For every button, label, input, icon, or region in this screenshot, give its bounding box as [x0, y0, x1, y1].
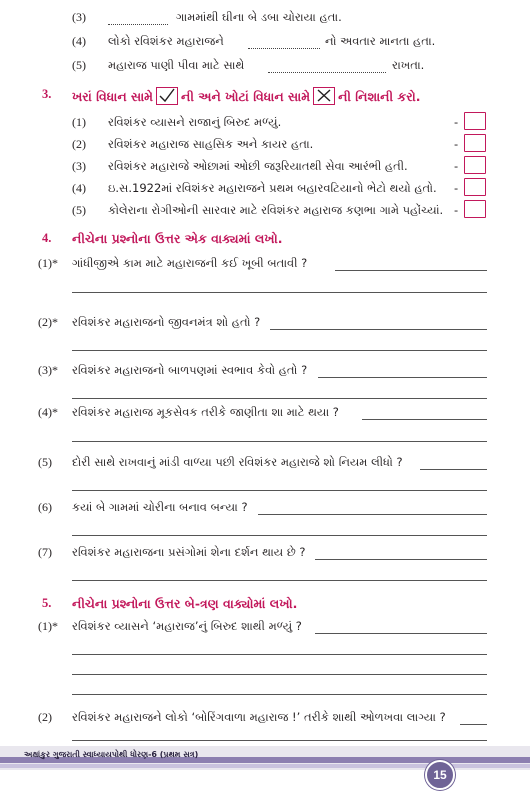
section-number: 5.	[42, 596, 52, 610]
question-text: દોરી સાથે રાખવાનું માંડી વાળ્યા પછી રવિશંકર મહારાજે શો નિયમ લીધો ?	[72, 455, 403, 469]
item-text: રવિશંકર મહારાજ સાહસિક અને કાયર હતા.	[108, 137, 314, 151]
answer-line[interactable]	[72, 490, 487, 491]
answer-line[interactable]	[420, 469, 487, 470]
item-text: ગામમાંથી ઘીના બે ડબા ચોરાયા હતા.	[176, 10, 342, 24]
item-number: (2)*	[38, 315, 58, 329]
answer-line[interactable]	[72, 350, 487, 351]
item-number: (5)	[38, 455, 52, 469]
question-text: રવિશંકર મહારાજનો જીવનમંત્ર શો હતો ?	[72, 315, 261, 329]
answer-line[interactable]	[72, 740, 487, 741]
item-text-before: લોકો રવિશંકર મહારાજને	[108, 34, 224, 48]
item-number: (7)	[38, 545, 52, 559]
cross-mark-icon	[313, 87, 335, 105]
item-text-after: નો અવતાર માનતા હતા.	[325, 34, 436, 48]
item-text: રવિશંકર વ્યાસને રાજાનું બિરુદ મળ્યું.	[108, 115, 282, 129]
answer-line[interactable]	[72, 535, 487, 536]
answer-line[interactable]	[72, 580, 487, 581]
title-part-3: ની નિશાની કરો.	[338, 89, 421, 104]
section-number: 3.	[42, 87, 52, 101]
answer-line[interactable]	[258, 514, 487, 515]
page-number: 15	[425, 760, 455, 790]
question-text: ગાંધીજીએ કામ માટે મહારાજની કઈ ખૂબી બતાવી ?	[72, 256, 308, 270]
answer-line[interactable]	[335, 270, 487, 271]
answer-line[interactable]	[270, 329, 487, 330]
dash: -	[454, 203, 459, 217]
item-text-after: રાખતા.	[392, 58, 425, 72]
answer-checkbox[interactable]	[464, 200, 486, 218]
question-text: રવિશંકર મહારાજના પ્રસંગોમાં શેના દર્શન થાય છે ?	[72, 545, 306, 559]
answer-line[interactable]	[460, 724, 487, 725]
dash: -	[454, 137, 459, 151]
question-text: રવિશંકર મહારાજ મૂકસેવક તરીકે જાણીતા શા માટે થયા ?	[72, 405, 339, 419]
answer-line[interactable]	[72, 441, 487, 442]
item-number: (1)*	[38, 619, 58, 633]
question-text: કયાં બે ગામમાં ચોરીના બનાવ બન્યા ?	[72, 500, 248, 514]
answer-checkbox[interactable]	[464, 134, 486, 152]
item-number: (4)	[72, 181, 86, 195]
item-number: (5)	[72, 203, 86, 217]
item-number: (4)*	[38, 405, 58, 419]
section-title: નીચેના પ્રશ્નોના ઉત્તર બે-ત્રણ વાક્યોમાં લખો.	[72, 596, 298, 611]
answer-line[interactable]	[72, 694, 487, 695]
item-number: (6)	[38, 500, 52, 514]
item-number: (3)	[72, 159, 86, 173]
dash: -	[454, 115, 459, 129]
section-title	[72, 87, 421, 105]
item-number: (1)	[72, 115, 86, 129]
answer-checkbox[interactable]	[464, 156, 486, 174]
blank-line[interactable]	[268, 66, 386, 80]
answer-line[interactable]	[72, 674, 487, 675]
item-number: (5)	[72, 58, 86, 72]
answer-line[interactable]	[72, 398, 487, 399]
answer-line[interactable]	[315, 559, 487, 560]
tick-mark-icon	[156, 87, 178, 105]
answer-line[interactable]	[318, 377, 487, 378]
blank-line[interactable]	[248, 42, 320, 56]
title-part-1: ખરાં વિધાન સામે	[72, 89, 154, 104]
item-text: રવિશંકર મહારાજે ઓછામાં ઓછી જરૂરિયાતથી સેવા આરંભી હતી.	[108, 159, 408, 173]
title-part-2: ની અને ખોટાં વિધાન સામે	[181, 89, 311, 104]
answer-line[interactable]	[72, 292, 487, 293]
item-text-before: મહારાજ પાણી પીવા માટે સાથે	[108, 58, 245, 72]
answer-checkbox[interactable]	[464, 112, 486, 130]
dash: -	[454, 159, 459, 173]
dash: -	[454, 181, 459, 195]
item-number: (2)	[72, 137, 86, 151]
answer-line[interactable]	[72, 654, 487, 655]
question-text: રવિશંકર વ્યાસને ‘મહારાજ’નું બિરુદ શાથી મળ્યું ?	[72, 619, 302, 633]
question-text: રવિશંકર મહારાજને લોકો ‘બોરિંગવાળા મહારાજ !’ તરીકે શાથી ઓળખવા લાગ્યા ?	[72, 710, 446, 724]
blank-line[interactable]	[108, 18, 168, 32]
item-number: (1)*	[38, 256, 58, 270]
item-number: (4)	[72, 34, 86, 48]
item-number: (3)	[72, 10, 86, 24]
footer-book-title: અક્ષાંકુર ગુજરાતી સ્વાધ્યાયપોથી ધોરણ-6 (પ્રથમ સત્ર)	[24, 750, 199, 759]
section-title: નીચેના પ્રશ્નોના ઉત્તર એક વાક્યમાં લખો.	[72, 231, 283, 246]
answer-checkbox[interactable]	[464, 178, 486, 196]
item-text: કોલેરાના રોગીઓની સારવાર માટે રવિશંકર મહારાજ કણભા ગામે પહોંચ્યાં.	[108, 203, 444, 217]
section-number: 4.	[42, 231, 52, 245]
answer-line[interactable]	[362, 419, 487, 420]
question-text: રવિશંકર મહારાજનો બાળપણમાં સ્વભાવ કેવો હતો ?	[72, 363, 308, 377]
item-text: ઇ.સ.1922માં રવિશંકર મહારાજને પ્રથમ બહારવટિયાનો ભેટો થયો હતો.	[108, 181, 437, 195]
item-number: (2)	[38, 710, 52, 724]
answer-line[interactable]	[315, 633, 487, 634]
item-number: (3)*	[38, 363, 58, 377]
